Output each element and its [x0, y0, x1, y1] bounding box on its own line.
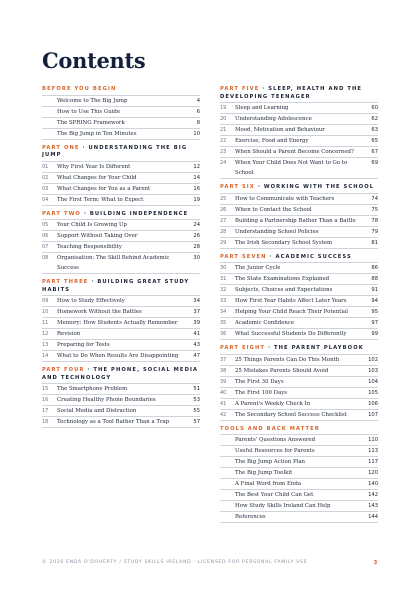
- heading-separator: ·: [266, 253, 276, 260]
- chapter-title: The State Examinations Explained: [235, 276, 330, 282]
- chapter-number: 41: [220, 400, 227, 407]
- toc-entry[interactable]: [42, 183, 200, 194]
- section-title: BUILDING INDEPENDENCE: [89, 210, 189, 217]
- chapter-number: 20: [220, 116, 227, 122]
- section-title: WORKING WITH THE SCHOOL: [263, 184, 375, 190]
- chapter-title: The Best Your Child Can Get: [235, 492, 314, 498]
- toc-entry[interactable]: [42, 295, 200, 306]
- toc-entry[interactable]: [220, 102, 378, 113]
- toc-entry[interactable]: [220, 511, 378, 523]
- toc-column-left: [42, 86, 200, 433]
- toc-list: [42, 161, 200, 206]
- page-number: 144: [368, 514, 378, 520]
- page-number: 106: [368, 400, 378, 407]
- chapter-title: Teaching Responsibility: [57, 244, 122, 250]
- page-number: 4: [196, 97, 200, 104]
- chapter-title: Subjects, Choices and Expectations: [235, 287, 333, 293]
- chapter-title: How to Communicate with Teachers: [235, 195, 335, 202]
- page-number: 53: [193, 397, 200, 403]
- chapter-title: Preparing for Tests: [57, 342, 110, 348]
- section-heading: [42, 86, 200, 94]
- page-number: 24: [193, 222, 200, 228]
- footer-page-number: 3: [373, 560, 378, 566]
- section-title: UNDERSTANDING THE BIG JUMP: [42, 144, 188, 158]
- toc-section-the-phone-social-media-and-technology: [42, 367, 200, 428]
- part-label: PART SEVEN: [220, 253, 267, 260]
- page-number: 6: [196, 108, 200, 115]
- toc-entry[interactable]: [220, 113, 378, 124]
- part-label: PART THREE: [42, 279, 89, 285]
- page-number: 91: [371, 287, 378, 293]
- page-number: 47: [193, 353, 200, 359]
- toc-section-working-with-the-school: [220, 184, 378, 249]
- chapter-title: 25 Things Parents Can Do This Month: [235, 356, 340, 363]
- toc-entry[interactable]: [220, 365, 378, 376]
- footer-copyright: © 2026 ENDA O'DOHERTY / STUDY SKILLS IRELAND · LICENSED FOR PERSONAL FAMILY USE: [42, 560, 308, 565]
- toc-entry[interactable]: [220, 409, 378, 421]
- chapter-number: 42: [220, 411, 227, 418]
- heading-separator: ·: [84, 367, 94, 373]
- page-number: 86: [371, 265, 378, 271]
- toc-entry[interactable]: [220, 317, 378, 328]
- page-number: 78: [371, 217, 378, 224]
- toc-entry[interactable]: [220, 328, 378, 340]
- toc-entry[interactable]: [42, 241, 200, 252]
- part-label: PART FOUR: [42, 367, 85, 373]
- chapter-title: Parents' Questions Answered: [235, 437, 316, 443]
- chapter-number: 40: [220, 389, 227, 396]
- heading-separator: ·: [79, 144, 89, 151]
- chapter-number: 10: [42, 309, 49, 315]
- toc-list: [220, 193, 378, 249]
- page-number: 81: [371, 239, 378, 246]
- chapter-number: 07: [42, 244, 49, 250]
- chapter-title: Helping Your Child Reach Their Potential: [235, 309, 348, 315]
- chapter-number: 35: [220, 320, 227, 326]
- chapter-title: Welcome to The Big Jump: [57, 97, 128, 104]
- toc-entry[interactable]: [42, 230, 200, 241]
- chapter-title: Social Media and Distraction: [57, 408, 137, 414]
- toc-entry[interactable]: [220, 489, 378, 500]
- chapter-title: Why First Year Is Different: [57, 163, 131, 170]
- page-number: 10: [193, 130, 200, 137]
- chapter-number: 30: [220, 265, 227, 271]
- toc-entry[interactable]: [42, 317, 200, 328]
- chapter-title: Understanding Adolescence: [235, 116, 312, 122]
- page-number: 102: [368, 356, 378, 363]
- page-number: 75: [371, 206, 378, 213]
- page-number: 26: [193, 233, 200, 239]
- page-number: 43: [193, 342, 200, 348]
- toc-section-before-you-begin: [42, 86, 200, 140]
- chapter-number: 13: [42, 342, 49, 348]
- chapter-title: Understanding School Policies: [235, 228, 319, 235]
- page-number: 51: [193, 386, 200, 392]
- toc-entry[interactable]: [220, 467, 378, 478]
- toc-entry[interactable]: [220, 262, 378, 273]
- chapter-title: The Irish Secondary School System: [235, 239, 333, 246]
- page-number: 105: [368, 389, 378, 396]
- chapter-number: 39: [220, 378, 227, 385]
- page-number: 103: [368, 367, 378, 374]
- chapter-number: 23: [220, 149, 227, 155]
- page-number: 34: [193, 298, 200, 304]
- chapter-number: 38: [220, 367, 227, 374]
- toc-entry[interactable]: [220, 434, 378, 445]
- toc-entry[interactable]: [220, 146, 378, 157]
- chapter-number: 19: [220, 105, 227, 111]
- chapter-title: References: [235, 514, 266, 520]
- section-heading: [42, 367, 200, 382]
- chapter-title: How to Use This Guide: [57, 108, 121, 115]
- part-label: PART SIX: [220, 184, 255, 190]
- chapter-number: 24: [220, 160, 227, 166]
- page-number: 67: [371, 149, 378, 155]
- toc-section-the-parent-playbook: [220, 345, 378, 421]
- toc-entry[interactable]: [220, 204, 378, 215]
- toc-entry[interactable]: [42, 306, 200, 317]
- chapter-title: Your Child Is Growing Up: [57, 222, 128, 228]
- section-heading: [220, 426, 378, 434]
- chapter-title: Sleep and Learning: [235, 105, 289, 111]
- chapter-number: 36: [220, 331, 227, 337]
- chapter-number: 12: [42, 331, 49, 337]
- chapter-number: 26: [220, 206, 227, 213]
- page-number: 30: [193, 255, 200, 261]
- section-heading: [220, 345, 378, 353]
- toc-entry[interactable]: [220, 387, 378, 398]
- page-number: 120: [368, 470, 378, 476]
- toc-entry[interactable]: [42, 416, 200, 428]
- page-number: 79: [371, 228, 378, 235]
- section-title: ACADEMIC SUCCESS: [275, 253, 352, 260]
- chapter-title: Technology as a Tool Rather Than a Trap: [57, 419, 170, 425]
- page-number: 104: [368, 378, 378, 385]
- toc-list: [220, 102, 378, 179]
- toc-entry[interactable]: [42, 106, 200, 117]
- page-number: 57: [193, 419, 200, 425]
- page-title: Contents: [42, 48, 146, 73]
- chapter-title: Organisation: The Skill Behind Academic Success: [57, 255, 170, 271]
- section-heading: [220, 86, 378, 101]
- toc-section-academic-success: [220, 254, 378, 341]
- chapter-title: The Big Jump Toolkit: [235, 470, 293, 476]
- toc-entry[interactable]: [220, 376, 378, 387]
- chapter-number: 05: [42, 222, 49, 228]
- chapter-number: 06: [42, 233, 49, 239]
- page-number: 94: [371, 298, 378, 304]
- chapter-title: Exercise, Food and Energy: [235, 138, 309, 144]
- page-number: 39: [193, 320, 200, 326]
- page-number: 143: [368, 503, 378, 509]
- page-number: 113: [368, 448, 378, 454]
- section-title: THE PHONE, SOCIAL MEDIA AND TECHNOLOGY: [42, 367, 199, 381]
- page-number: 60: [371, 105, 378, 111]
- chapter-number: 22: [220, 138, 227, 144]
- toc-entry[interactable]: [42, 172, 200, 183]
- chapter-number: 15: [42, 386, 49, 392]
- chapter-title: The First 30 Days: [235, 378, 284, 385]
- toc-entry[interactable]: [220, 354, 378, 365]
- toc-list: [220, 354, 378, 421]
- toc-section-building-great-study-habits: [42, 279, 200, 362]
- toc-entry[interactable]: [220, 478, 378, 489]
- toc-entry[interactable]: [42, 95, 200, 106]
- chapter-number: 32: [220, 287, 227, 293]
- chapter-title: Revision: [57, 331, 81, 337]
- chapter-title: How Study Skills Ireland Can Help: [235, 503, 331, 509]
- chapter-title: What Changes for Your Child: [57, 174, 137, 181]
- toc-entry[interactable]: [42, 394, 200, 405]
- toc-entry[interactable]: [42, 117, 200, 128]
- chapter-number: 09: [42, 298, 49, 304]
- chapter-title: The First Term: What to Expect: [57, 196, 144, 203]
- chapter-number: 34: [220, 309, 227, 315]
- part-label: PART TWO: [42, 210, 81, 217]
- chapter-number: 11: [42, 320, 49, 326]
- chapter-title: Academic Confidence: [235, 320, 295, 326]
- toc-entry[interactable]: [220, 157, 378, 179]
- chapter-number: 17: [42, 408, 49, 414]
- chapter-number: 01: [42, 163, 49, 170]
- toc-entry[interactable]: [42, 405, 200, 416]
- page-number: 62: [371, 116, 378, 122]
- chapter-number: 21: [220, 127, 227, 133]
- page-number: 99: [371, 331, 378, 337]
- chapter-title: The First 100 Days: [235, 389, 288, 396]
- page-number: 110: [368, 437, 378, 443]
- chapter-title: What to Do When Results Are Disappointing: [57, 353, 179, 359]
- chapter-title: What Successful Students Do Differently: [235, 331, 347, 337]
- toc-entry[interactable]: [220, 193, 378, 204]
- toc-entry[interactable]: [220, 306, 378, 317]
- chapter-title: Building a Partnership Rather Than a Battle: [235, 217, 356, 224]
- page-number: 12: [193, 163, 200, 170]
- chapter-number: 27: [220, 217, 227, 224]
- toc-entry[interactable]: [220, 456, 378, 467]
- chapter-title: How to Study Effectively: [57, 298, 125, 304]
- part-label: PART FIVE: [220, 86, 260, 92]
- toc-entry[interactable]: [220, 124, 378, 135]
- section-title: BEFORE YOU BEGIN: [42, 86, 117, 92]
- toc-list: [42, 95, 200, 140]
- chapter-number: 08: [42, 255, 49, 261]
- chapter-title: A Final Word from Enda: [235, 481, 302, 487]
- toc-entry[interactable]: [220, 237, 378, 249]
- chapter-title: Creating Healthy Phone Boundaries: [57, 397, 156, 403]
- toc-list: [42, 295, 200, 362]
- heading-separator: ·: [265, 345, 274, 351]
- chapter-title: How First Year Habits Affect Later Years: [235, 298, 347, 304]
- toc-entry[interactable]: [220, 284, 378, 295]
- chapter-title: The Secondary School Success Checklist: [235, 411, 347, 418]
- chapter-number: 31: [220, 276, 227, 282]
- chapter-title: Mood, Motivation and Behaviour: [235, 127, 325, 133]
- toc-list: [220, 262, 378, 340]
- toc-list: [220, 434, 378, 523]
- chapter-number: 28: [220, 228, 227, 235]
- chapter-title: When Your Child Does Not Want to Go to School: [235, 160, 348, 176]
- toc-entry[interactable]: [220, 295, 378, 306]
- toc-entry[interactable]: [220, 226, 378, 237]
- toc-entry[interactable]: [220, 445, 378, 456]
- toc-entry[interactable]: [42, 328, 200, 339]
- toc-entry[interactable]: [42, 350, 200, 362]
- page-number: 8: [196, 119, 200, 126]
- page-number: 14: [193, 174, 200, 181]
- page-number: 19: [193, 196, 200, 203]
- page-number: 74: [371, 195, 378, 202]
- toc-entry[interactable]: [220, 135, 378, 146]
- chapter-title: The Big Jump Action Plan: [235, 459, 305, 465]
- page-number: 142: [368, 492, 378, 498]
- chapter-title: A Parent's Weekly Check In: [235, 400, 311, 407]
- chapter-title: The SPRING Framework: [57, 119, 125, 126]
- page-number: 55: [193, 408, 200, 414]
- section-title: BUILDING GREAT STUDY HABITS: [42, 279, 190, 293]
- chapter-title: Support Without Taking Over: [57, 233, 138, 239]
- chapter-title: When Should a Parent Become Concerned?: [235, 149, 354, 155]
- section-title: TOOLS AND BACK MATTER: [220, 425, 320, 432]
- section-title: SLEEP, HEALTH AND THE DEVELOPING TEENAGER: [220, 86, 363, 100]
- toc-entry[interactable]: [220, 500, 378, 511]
- chapter-number: 03: [42, 185, 49, 192]
- section-heading: [42, 211, 200, 219]
- page-footer: [42, 560, 378, 566]
- chapter-number: 37: [220, 356, 227, 363]
- toc-entry[interactable]: [42, 161, 200, 172]
- toc-entry[interactable]: [42, 383, 200, 394]
- toc-entry[interactable]: [42, 194, 200, 206]
- chapter-title: 25 Mistakes Parents Should Avoid: [235, 367, 329, 374]
- toc-entry[interactable]: [42, 128, 200, 140]
- toc-entry[interactable]: [42, 252, 200, 274]
- section-heading: [220, 254, 378, 262]
- part-label: PART ONE: [42, 144, 80, 151]
- chapter-number: 14: [42, 353, 49, 359]
- part-label: PART EIGHT: [220, 345, 266, 351]
- toc-entry[interactable]: [42, 219, 200, 230]
- chapter-title: The Big Jump in Ten Minutes: [57, 130, 137, 137]
- toc-list: [42, 383, 200, 428]
- toc-section-understanding-the-big-jump: [42, 145, 200, 206]
- chapter-title: The Junior Cycle: [235, 265, 281, 271]
- page-number: 107: [368, 411, 378, 418]
- heading-separator: ·: [254, 184, 264, 190]
- chapter-number: 02: [42, 174, 49, 181]
- page-number: 140: [368, 481, 378, 487]
- chapter-number: 18: [42, 419, 49, 425]
- toc-section-tools-and-back-matter: [220, 426, 378, 524]
- section-heading: [220, 184, 378, 192]
- chapter-number: 16: [42, 397, 49, 403]
- section-title: THE PARENT PLAYBOOK: [273, 345, 364, 351]
- chapter-title: Homework Without the Battles: [57, 309, 142, 315]
- section-heading: [42, 145, 200, 160]
- toc-entry[interactable]: [220, 273, 378, 284]
- page-number: 97: [371, 320, 378, 326]
- page-number: 41: [193, 331, 200, 337]
- page-number: 28: [193, 244, 200, 250]
- toc-entry[interactable]: [220, 215, 378, 226]
- page-number: 117: [368, 459, 378, 465]
- toc-section-sleep-health-and-the-developing-teenager: [220, 86, 378, 179]
- toc-section-building-independence: [42, 211, 200, 275]
- page-number: 16: [193, 185, 200, 192]
- chapter-number: 04: [42, 196, 49, 203]
- toc-entry[interactable]: [42, 339, 200, 350]
- chapter-title: What Changes for You as a Parent: [57, 185, 151, 192]
- toc-column-right: [220, 86, 378, 528]
- chapter-number: 33: [220, 298, 227, 304]
- heading-separator: ·: [259, 86, 269, 92]
- chapter-title: Useful Resources for Parents: [235, 448, 315, 454]
- page-number: 95: [371, 309, 378, 315]
- page-number: 63: [371, 127, 378, 133]
- chapter-title: When to Contact the School: [235, 206, 312, 213]
- page-number: 65: [371, 138, 378, 144]
- heading-separator: ·: [88, 279, 98, 285]
- heading-separator: ·: [80, 210, 90, 217]
- section-heading: [42, 279, 200, 294]
- chapter-number: 25: [220, 195, 227, 202]
- chapter-title: Memory: How Students Actually Remember: [57, 320, 178, 326]
- chapter-number: 29: [220, 239, 227, 246]
- page-number: 69: [371, 160, 378, 166]
- page-number: 88: [371, 276, 378, 282]
- chapter-title: The Smartphone Problem: [57, 386, 128, 392]
- page-number: 37: [193, 309, 200, 315]
- toc-list: [42, 219, 200, 274]
- toc-entry[interactable]: [220, 398, 378, 409]
